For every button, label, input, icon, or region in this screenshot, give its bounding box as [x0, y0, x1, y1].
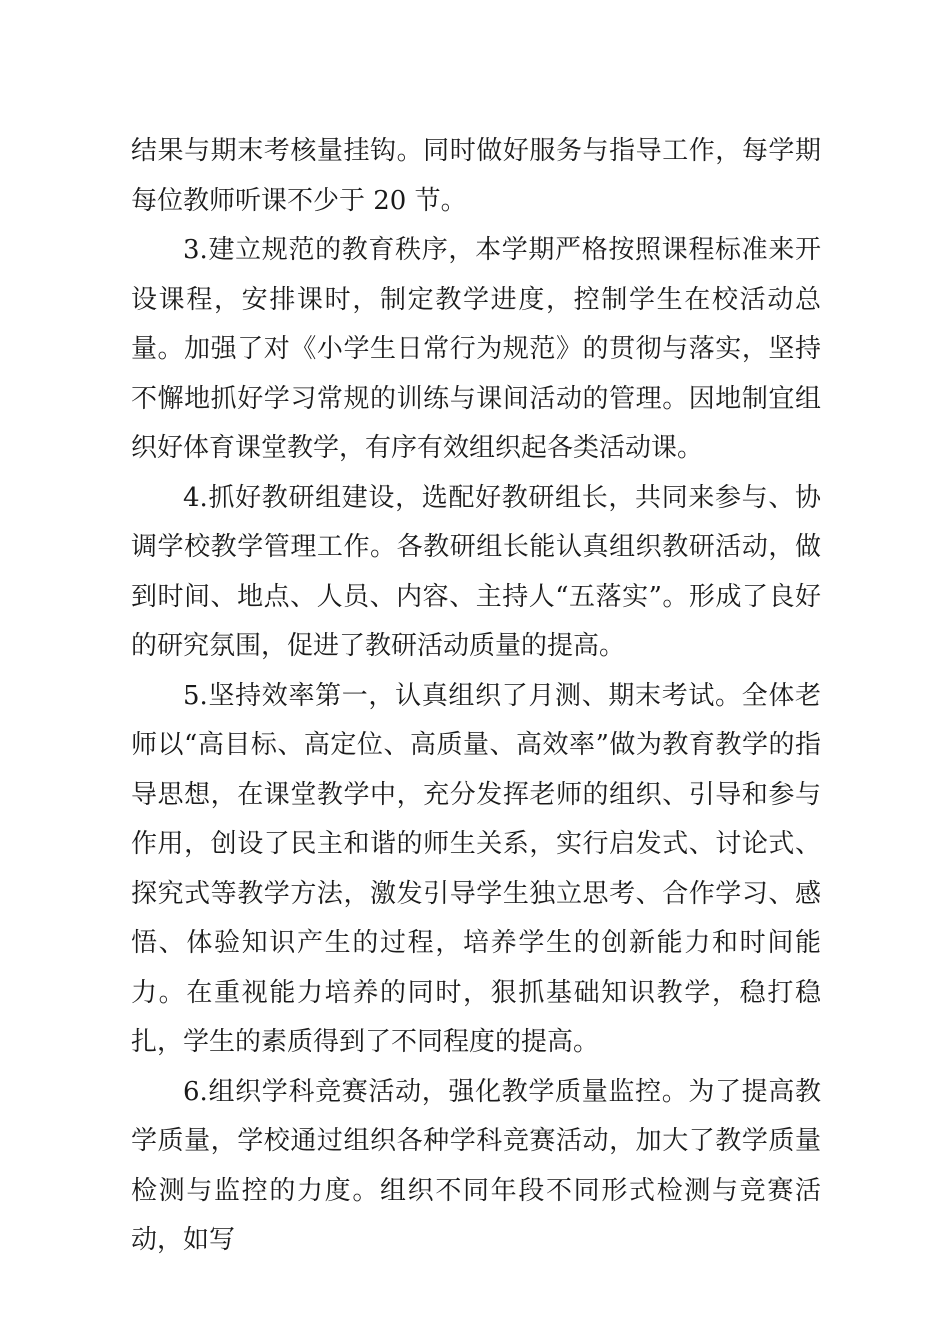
- paragraph-item-3: 3.建立规范的教育秩序，本学期严格按照课程标准来开设课程，安排课时，制定教学进度，控制学生在校活动总量。加强了对《小学生日常行为规范》的贯彻与落实，坚持不懈地抓好学习常规的训练与课间活动的管理。因地制宜组织好体育课堂教学，有序有效组织起各类活动课。: [131, 235, 821, 463]
- paragraph-continuation: 结果与期末考核量挂钩。同时做好服务与指导工作，每学期每位教师听课不少于 20 节。: [131, 136, 821, 216]
- paragraph-item-5: 5.坚持效率第一，认真组织了月测、期末考试。全体老师以“高目标、高定位、高质量、高效率”做为教育教学的指导思想，在课堂教学中，充分发挥老师的组织、引导和参与作用，创设了民主和谐的师生关系，实行启发式、讨论式、探究式等教学方法，激发引导学生独立思考、合作学习、感悟、体验知识产生的过程，培养学生的创新能力和时间能力。在重视能力培养的同时，狠抓基础知识教学，稳打稳扎，学生的素质得到了不同程度的提高。: [131, 680, 821, 1057]
- paragraph-item-6: 6.组织学科竞赛活动，强化教学质量监控。为了提高教学质量，学校通过组织各种学科竞赛活动，加大了教学质量检测与监控的力度。组织不同年段不同形式检测与竞赛活动，如写: [131, 1076, 821, 1255]
- document-body: [131, 127, 821, 1266]
- paragraph-item-4: 4.抓好教研组建设，选配好教研组长，共同来参与、协调学校教学管理工作。各教研组长能认真组织教研活动，做到时间、地点、人员、内容、主持人“五落实”。形成了良好的研究氛围，促进了教研活动质量的提高。: [131, 482, 821, 661]
